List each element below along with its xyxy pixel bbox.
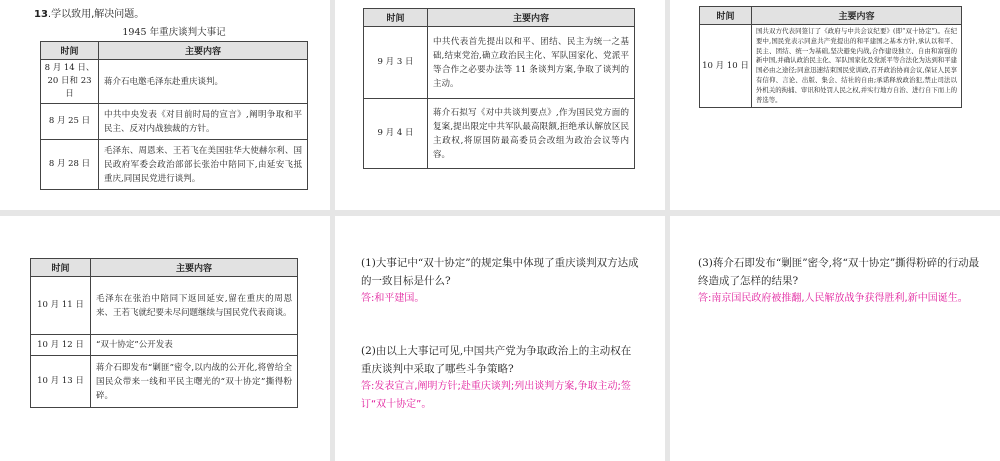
events-table-4 [30,258,298,408]
header-time: 时间 [700,7,752,25]
table-row [41,60,308,104]
question-3-text: (3)蒋介石即发布“剿匪”密令,将“双十协定”撕得粉碎的行动最终造成了怎样的结果? [698,257,980,287]
table-row [41,140,308,190]
event-date: 10 月 11 日 [31,277,91,335]
table-header-row [700,7,962,25]
events-table-3 [699,6,962,108]
panel-table-part-4 [0,216,330,461]
event-date: 8 月 14 日、20 日和 23 日 [41,60,99,104]
event-date: 8 月 25 日 [41,104,99,140]
header-time: 时间 [41,42,99,60]
events-table-2 [363,8,635,169]
event-content: 毛泽东在张治中陪同下返回延安,留在重庆的周恩来、王若飞就纪要未尽问题继续与国民党代表商谈。 [91,277,298,335]
event-content: 蒋介石即发布“剿匪”密令,以内战的公开化,将曾给全国民众带来一线和平民主曙光的“双十协定”撕得粉碎。 [91,356,298,408]
question-header [34,5,144,20]
header-content: 主要内容 [91,259,298,277]
panel-question-3 [670,216,1000,461]
table-header-row [364,9,635,27]
header-time: 时间 [364,9,428,27]
table-title: 1945 年重庆谈判大事记 [122,27,226,38]
table-row [364,27,635,99]
event-date: 10 月 12 日 [31,335,91,356]
header-content: 主要内容 [752,7,962,25]
table-header-row [31,259,298,277]
panel-table-part-2 [335,0,665,210]
event-date: 9 月 4 日 [364,99,428,169]
answer-1: 答:和平建国。 [361,293,425,304]
table-row [364,99,635,169]
answer-2: 答:发表宣言,阐明方针;赴重庆谈判;列出谈判方案,争取主动;签订“双十协定”。 [361,381,631,410]
table-row [31,335,298,356]
table-row [700,25,962,108]
table-row [41,104,308,140]
question-1-text: (1)大事记中“双十协定”的规定集中体现了重庆谈判双方达成的一致目标是什么? [361,257,639,287]
question-instruction: .学以致用,解决问题。 [47,9,145,20]
event-date: 9 月 3 日 [364,27,428,99]
event-content: 蒋介石拟写《对中共谈判要点》,作为国民党方面的复案,提出限定中共军队最高限额,拒绝承认解放区民主政权,将原国防最高委员会改组为政治会议等内容。 [428,99,635,169]
header-content: 主要内容 [99,42,308,60]
event-date: 10 月 10 日 [700,25,752,108]
table-row [31,356,298,408]
panel-table-part-1 [0,0,330,210]
event-content: 中共代表首先提出以和平、团结、民主为统一之基础,结束党治,确立政治民主化、军队国家化、党派平等合作之必要办法等 11 条谈判方案,争取了谈判的主动。 [428,27,635,99]
event-content: 毛泽东、周恩来、王若飞在美国驻华大使赫尔利、国民政府军委会政治部部长张治中陪同下,由延安飞抵重庆,同国民党进行谈判。 [99,140,308,190]
event-content: 蒋介石电邀毛泽东赴重庆谈判。 [99,60,308,104]
event-content: “双十协定”公开发表 [91,335,298,356]
event-date: 10 月 13 日 [31,356,91,408]
header-content: 主要内容 [428,9,635,27]
event-date: 8 月 28 日 [41,140,99,190]
panel-questions-1-2 [335,216,665,461]
table-header-row [41,42,308,60]
question-2-text: (2)由以上大事记可见,中国共产党为争取政治上的主动权在重庆谈判中采取了哪些斗争策略? [361,345,632,375]
panel-table-part-3 [670,0,1000,210]
header-time: 时间 [31,259,91,277]
table-row [31,277,298,335]
question-number: 13 [34,9,48,20]
event-content: 中共中央发表《对目前时局的宣言》,阐明争取和平民主、反对内战独裁的方针。 [99,104,308,140]
events-table-1 [40,41,308,190]
answer-3: 答:南京国民政府被推翻,人民解放战争获得胜利,新中国诞生。 [698,293,968,304]
event-content: 国共双方代表同签订了《政府与中共会议纪要》(即“双十协定”)。在纪要中,国民党表示同意共产党提出的和平建国之基本方针,承认以和平、民主、团结、统一为基础,坚决避免内战,合作建设独立、自由和富强的新中国,并确认政治民主化、军队国家化及党派平等合法化为达到和平建国必由之途径;同意迅速结束国民党训政,召开政治协商会议,保证人民享有信仰、言论、出版、集会、结社的自由;承诺释放政治犯,禁止司法以外机关的拘捕、审讯和处罚人民之权,并实行地方自治、进行自下而上的普选等。 [752,25,962,108]
